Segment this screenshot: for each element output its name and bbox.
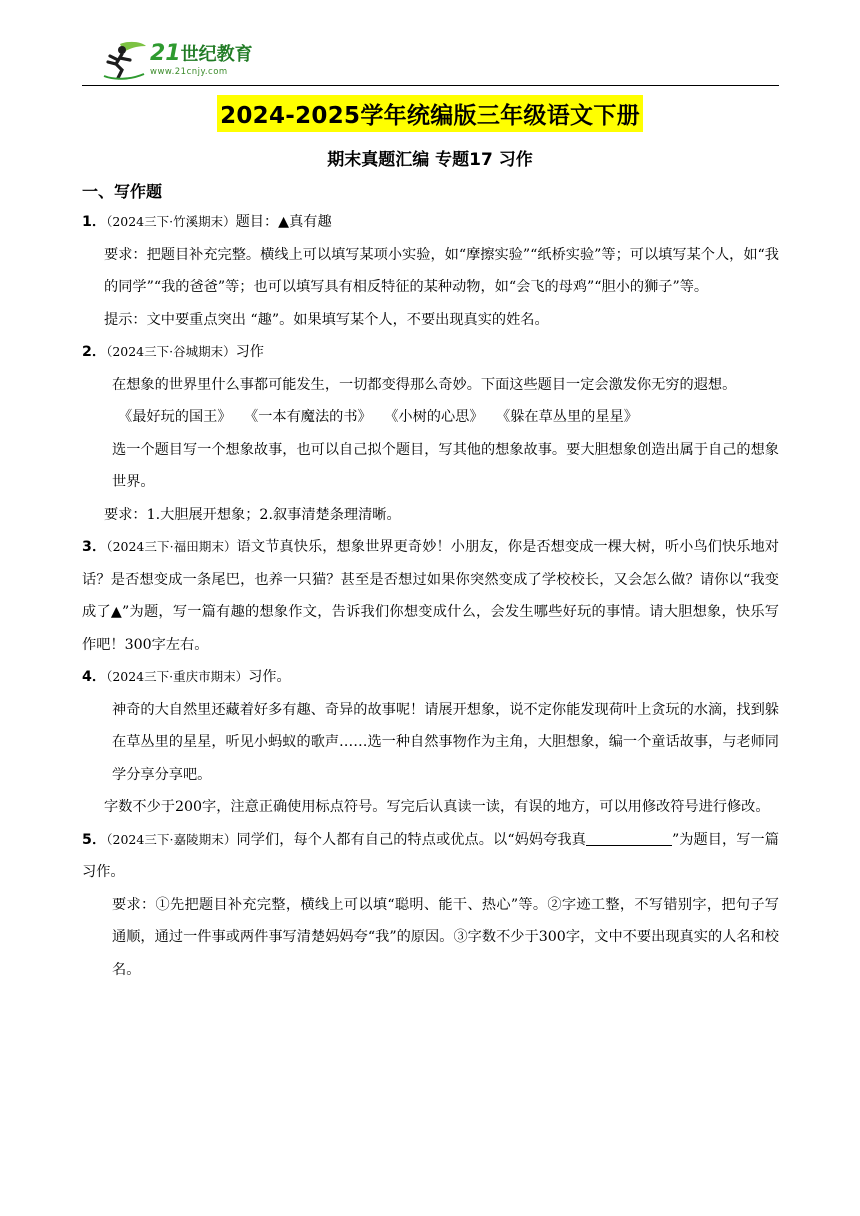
question-2-intro: 在想象的世界里什么事都可能发生，一切都变得那么奇妙。下面这些题目一定会激发你无穷的遐想。	[112, 376, 737, 393]
question-4-prompt: 神奇的大自然里还藏着好多有趣、奇异的故事呢！请展开想象，说不定你能发现荷叶上贪玩的水滴，找到躲在草丛里的星星，听见小蚂蚁的歌声……选一种自然事物作为主角，大胆想象，编一个童话故事，与老师同学分享分享吧。	[112, 701, 779, 783]
question-1-tip: 提示：文中要重点突出 “趣”。如果填写某个人，不要出现真实的姓名。	[104, 311, 549, 328]
question-2-stem: 2．（2024三下·谷城期末）习作	[82, 344, 264, 360]
question-2-title-options: 《最好玩的国王》 《一本有魔法的书》 《小树的心思》 《躲在草丛里的星星》	[118, 409, 638, 425]
question-5-stem: 5．（2024三下·嘉陵期末）同学们，每个人都有自己的特点或优点。以“妈妈夸我真 ”为题目，写一篇习作。	[82, 831, 779, 880]
question-2-requirement: 要求：1.大胆展开想象；2.叙事清楚条理清晰。	[104, 506, 401, 523]
runner-logo-icon	[100, 40, 148, 80]
question-1-stem: 1．（2024三下·竹溪期末）题目：▲真有趣	[82, 214, 332, 230]
questions-body	[82, 206, 779, 986]
question-4-stem: 4．（2024三下·重庆市期末）习作。	[82, 669, 291, 685]
logo-chinese-name: 世纪教育	[180, 44, 253, 65]
document-subtitle: 期末真题汇编 专题17 习作	[327, 150, 533, 170]
question-5-requirement: 要求：①先把题目补充完整，横线上可以填“聪明、能干、热心”等。②字迹工整，不写错别字，把句子写通顺，通过一件事或两件事写清楚妈妈夸“我”的原因。③字数不少于300字，文中不要出现真实的人名和校名。	[112, 896, 779, 978]
logo-number: 21	[150, 41, 181, 66]
document-title: 2024-2025学年统编版三年级语文下册	[217, 95, 643, 132]
section-heading: 一、写作题	[82, 182, 163, 201]
logo-url: www.21cnjy.com	[150, 67, 228, 77]
logo-wordmark	[150, 40, 253, 66]
fill-in-blank-line	[586, 831, 672, 846]
header-divider	[82, 85, 779, 86]
question-4-requirement: 字数不少于200字，注意正确使用标点符号。写完后认真读一读，有误的地方，可以用修改符号进行修改。	[104, 799, 770, 815]
question-1-requirement: 要求：把题目补充完整。横线上可以填写某项小实验，如“摩擦实验”“纸桥实验”等；可以填写某个人，如“我的同学”“我的爸爸”等；也可以填写具有相反特征的某种动物，如“会飞的母鸡”“胆小的狮子”等。	[104, 246, 779, 295]
question-3-stem: 3．（2024三下·福田期末）语文节真快乐，想象世界更奇妙！小朋友，你是否想变成一棵大树，听小鸟们快乐地对话？是否想变成一条尾巴，也养一只猫？甚至是否想过如果你突然变成了学校校长，又会怎么做？请你以“我变成了▲”为题，写一篇有趣的想象作文，告诉我们你想变成什么，会发生哪些好玩的事情。请大胆想象，快乐写作吧！300字左右。	[82, 539, 779, 653]
question-2-instruction: 选一个题目写一个想象故事，也可以自己拟个题目，写其他的想象故事。要大胆想象创造出属于自己的想象世界。	[112, 441, 779, 490]
